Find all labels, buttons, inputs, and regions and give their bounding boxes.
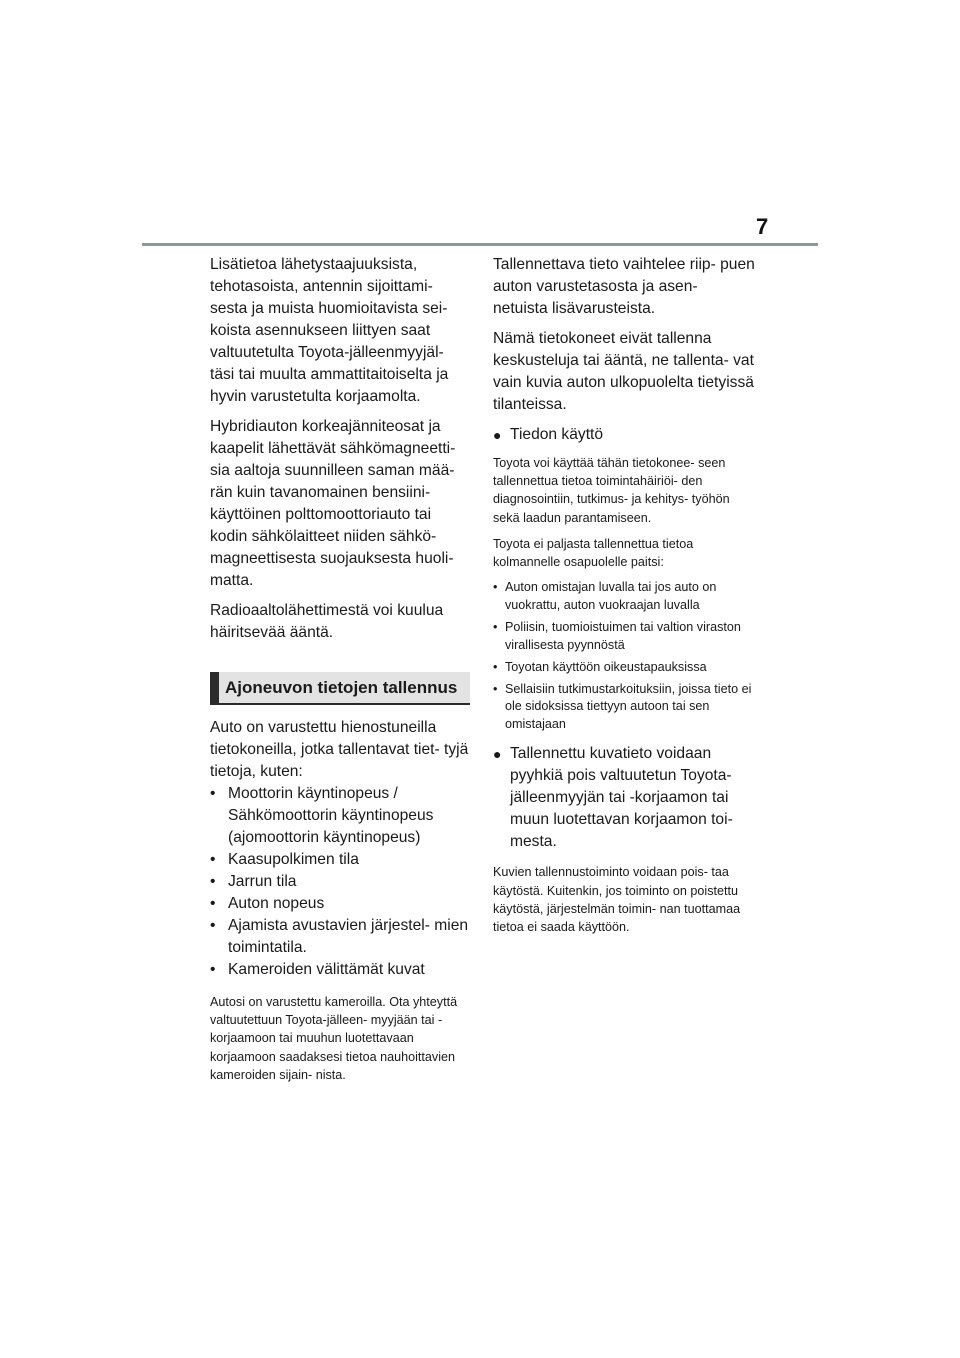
subheading-image-deletion bbox=[493, 743, 755, 853]
exceptions-list bbox=[493, 579, 755, 733]
paragraph-usage: Toyota voi käyttää tähän tietokonee- seen tallennettua tietoa toimintahäiriöi- den diagnosointiin, tutkimus- ja kehitys- työhön sekä laadun parantamiseen. bbox=[493, 456, 730, 525]
list-item: • Moottorin käyntinopeus / Sähkömoottorin käyntinopeus (ajomoottorin käyntinopeus) bbox=[210, 783, 470, 849]
header-rule bbox=[142, 243, 818, 246]
left-column bbox=[210, 254, 470, 1084]
subheading-text: Tallennettu kuvatieto voidaan pyyhkiä pois valtuutetun Toyota- jälleenmyyjän tai -korjaamon tai muun luotettavan korjaamon toi- mesta. bbox=[510, 745, 733, 851]
paragraph-radio-noise: Radioaaltolähettimestä voi kuulua häiritsevää ääntä. bbox=[210, 602, 444, 641]
list-item: • Kameroiden välittämät kuvat bbox=[210, 959, 470, 981]
paragraph-data-intro: Auto on varustettu hienostuneilla tietokoneilla, jotka tallentavat tiet- tyjä tietoja, kuten: bbox=[210, 719, 469, 780]
right-column bbox=[493, 254, 755, 936]
note-cameras: Autosi on varustettu kameroilla. Ota yhteyttä valtuutettuun Toyota-jälleen- myyjään tai -korjaamoon tai muuhun luotettavaan korjaamoon saadaksesi tietoa nauhoittavien kameroiden sijain- nista. bbox=[210, 995, 458, 1082]
paragraph-data-varies: Tallennettava tieto vaihtelee riip- puen auton varustetasosta ja asen- netuista lisävarusteista. bbox=[493, 256, 755, 317]
paragraph-radio-info: Lisätietoa lähetystaajuuksista, tehotasoista, antennin sijoittami- sesta ja muista huomioitavista sei- koista asennukseen liittyen saat valtuutetulta Toyota-jälleenmyyjäl- täsi tai muulta ammattitaitoiselta ja hyvin varustetulta korjaamolta. bbox=[210, 256, 449, 405]
list-item: • Kaasupolkimen tila bbox=[210, 849, 470, 871]
list-item: • Toyotan käyttöön oikeustapauksissa bbox=[493, 659, 755, 677]
list-item: • Auton omistajan luvalla tai jos auto on vuokrattu, auton vuokraajan luvalla bbox=[493, 579, 755, 614]
list-item: • Jarrun tila bbox=[210, 871, 470, 893]
paragraph-disclosure: Toyota ei paljasta tallennettua tietoa kolmannelle osapuolelle paitsi: bbox=[493, 536, 694, 570]
bullet-circle-icon: ● bbox=[493, 427, 502, 443]
list-item: • Sellaisiin tutkimustarkoituksiin, joissa tieto ei ole sidoksissa tiettyyn autoon tai sen omistajaan bbox=[493, 681, 755, 734]
subheading-text: Tiedon käyttö bbox=[510, 426, 604, 443]
list-item: • Ajamista avustavien järjestel- mien toimintatila. bbox=[210, 915, 470, 959]
paragraph-disable-recording: Kuvien tallennustoiminto voidaan pois- taa käytöstä. Kuitenkin, jos toiminto on poistettu käytöstä, järjestelmän toimin- nan tuottamaa tietoa ei saada käyttöön. bbox=[493, 865, 741, 935]
subheading-data-usage bbox=[493, 424, 755, 446]
list-item: • Auton nopeus bbox=[210, 893, 470, 915]
paragraph-hybrid-emissions: Hybridiauton korkeajänniteosat ja kaapelit lähettävät sähkömagneetti- sia aaltoja suunnilleen saman mää- rän kuin tavanomainen bensiini- käyttöinen polttomoottoriauto tai kodin sähkölaitteet niiden sähkö- magneettisesta suojauksesta huoli- matta. bbox=[210, 418, 456, 589]
recorded-data-list bbox=[210, 783, 470, 981]
paragraph-no-audio: Nämä tietokoneet eivät tallenna keskusteluja tai ääntä, ne tallenta- vat vain kuvia auton ulkopuolelta tietyissä tilanteissa. bbox=[493, 330, 754, 413]
list-item: • Poliisin, tuomioistuimen tai valtion viraston virallisesta pyynnöstä bbox=[493, 619, 755, 654]
bullet-circle-icon: ● bbox=[493, 746, 502, 763]
page-number: 7 bbox=[756, 214, 769, 239]
section-heading-data-recording: Ajoneuvon tietojen tallennus bbox=[210, 672, 470, 705]
